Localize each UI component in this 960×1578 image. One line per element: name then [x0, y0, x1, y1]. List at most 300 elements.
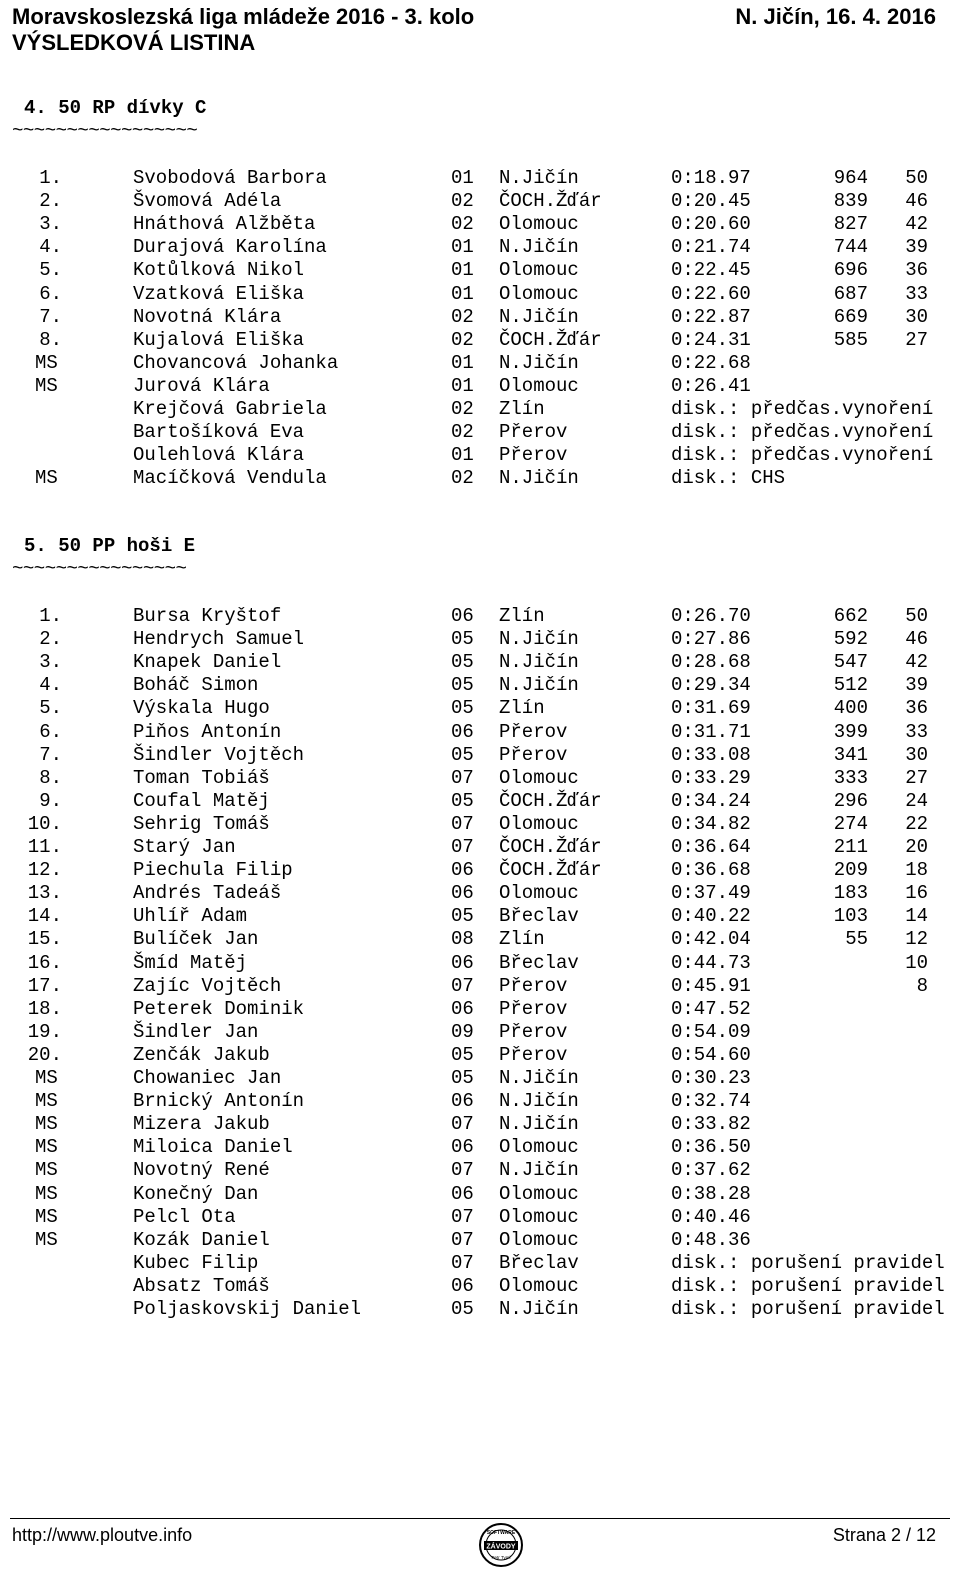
club-name: Olomouc	[499, 1136, 579, 1159]
svg-text:ZÁVODY: ZÁVODY	[486, 1543, 516, 1551]
place-points: 36	[905, 697, 928, 720]
club-name: Přerov	[499, 444, 568, 467]
result-rank: 18.	[27, 997, 62, 1020]
swimmer-name: Svobodová Barbora	[133, 167, 327, 189]
club-name: Přerov	[499, 421, 568, 444]
swimmer-name: Miloica Daniel	[133, 1136, 293, 1159]
result-rank: MS	[35, 1067, 58, 1089]
place-points: 39	[905, 674, 928, 697]
fina-points: 183	[833, 882, 868, 905]
birth-year: 05	[451, 743, 474, 766]
fina-points: 964	[833, 167, 868, 189]
birth-year: 05	[451, 674, 474, 697]
birth-year: 02	[451, 328, 474, 351]
birth-year: 06	[451, 1090, 474, 1113]
birth-year: 07	[451, 1228, 474, 1251]
result-time: 0:22.87	[671, 305, 751, 328]
birth-year: 07	[451, 1205, 474, 1228]
result-time: 0:44.73	[671, 951, 751, 974]
result-rank: 6.	[39, 282, 62, 305]
result-rank: MS	[35, 1205, 58, 1228]
fina-points: 744	[833, 236, 868, 259]
result-row	[0, 213, 960, 236]
result-row	[0, 975, 960, 998]
result-row	[0, 444, 960, 467]
birth-year: 06	[451, 720, 474, 743]
fina-points: 399	[833, 720, 868, 743]
fina-points: 211	[833, 836, 868, 858]
birth-year: 01	[451, 282, 474, 305]
swimmer-name: Novotná Klára	[133, 305, 282, 328]
result-row	[0, 283, 960, 306]
result-rank: MS	[35, 1113, 58, 1136]
result-rank: 8.	[39, 328, 62, 351]
fina-points: 274	[833, 812, 868, 835]
result-time: 0:21.74	[671, 236, 751, 259]
swimmer-name: Pelcl Ota	[133, 1205, 236, 1228]
place-points: 30	[905, 743, 928, 766]
fina-points: 687	[833, 282, 868, 305]
fina-points: 827	[833, 213, 868, 236]
swimmer-name: Šmíd Matěj	[133, 951, 248, 974]
swimmer-name: Brnický Antonín	[133, 1090, 305, 1113]
swimmer-name: Vzatková Eliška	[133, 282, 305, 305]
result-row	[0, 1206, 960, 1229]
place-points: 33	[905, 720, 928, 743]
result-time: disk.: porušení pravidel	[671, 1274, 945, 1297]
birth-year: 07	[451, 1159, 474, 1182]
result-row	[0, 651, 960, 674]
swimmer-name: Hnáthová Alžběta	[133, 213, 316, 236]
result-rank: 1.	[39, 167, 62, 189]
birth-year: 05	[451, 1043, 474, 1066]
result-rank: 3.	[39, 651, 62, 674]
swimmer-name: Konečný Dan	[133, 1182, 259, 1205]
result-row	[0, 721, 960, 744]
birth-year: 01	[451, 236, 474, 259]
birth-year: 07	[451, 1251, 474, 1274]
swimmer-name: Hendrych Samuel	[133, 628, 305, 651]
swimmer-name: Kujalová Eliška	[133, 328, 305, 351]
result-time: 0:36.68	[671, 859, 751, 882]
result-row	[0, 1275, 960, 1298]
result-row	[0, 329, 960, 352]
place-points: 20	[905, 836, 928, 858]
club-name: Přerov	[499, 974, 568, 997]
result-time: 0:24.31	[671, 328, 751, 351]
club-name: Olomouc	[499, 1205, 579, 1228]
place-points: 16	[905, 882, 928, 905]
result-rank: 7.	[39, 743, 62, 766]
result-time: 0:37.62	[671, 1159, 751, 1182]
swimmer-name: Zajíc Vojtěch	[133, 974, 282, 997]
birth-year: 05	[451, 1298, 474, 1320]
club-name: Zlín	[499, 697, 545, 720]
club-name: ČOCH.Žďár	[499, 328, 602, 351]
club-name: N.Jičín	[499, 1067, 579, 1089]
footer-link[interactable]: http://www.ploutve.info	[12, 1525, 193, 1545]
club-name: ČOCH.Žďár	[499, 836, 602, 858]
result-rank: MS	[35, 1159, 58, 1182]
fina-points: 585	[833, 328, 868, 351]
result-row	[0, 352, 960, 375]
result-time: 0:48.36	[671, 1228, 751, 1251]
birth-year: 06	[451, 1136, 474, 1159]
result-row	[0, 467, 960, 490]
result-row	[0, 1067, 960, 1090]
swimmer-name: Toman Tobiáš	[133, 766, 270, 789]
swimmer-name: Macíčková Vendula	[133, 467, 327, 490]
birth-year: 07	[451, 812, 474, 835]
result-rank: 15.	[27, 928, 62, 951]
result-rank: 12.	[27, 859, 62, 882]
result-row	[0, 813, 960, 836]
result-row	[0, 190, 960, 213]
fina-points: 55	[845, 928, 868, 951]
result-row	[0, 882, 960, 905]
result-row	[0, 628, 960, 651]
fina-points: 341	[833, 743, 868, 766]
birth-year: 06	[451, 882, 474, 905]
result-time: disk.: porušení pravidel	[671, 1251, 945, 1274]
birth-year: 02	[451, 421, 474, 444]
result-row	[0, 375, 960, 398]
result-rank: 2.	[39, 628, 62, 651]
result-time: 0:33.29	[671, 766, 751, 789]
result-rank: MS	[35, 351, 58, 374]
result-time: 0:31.69	[671, 697, 751, 720]
birth-year: 02	[451, 190, 474, 213]
result-rank: MS	[35, 1136, 58, 1159]
birth-year: 05	[451, 789, 474, 812]
result-row	[0, 398, 960, 421]
result-time: 0:22.45	[671, 259, 751, 282]
swimmer-name: Coufal Matěj	[133, 789, 270, 812]
birth-year: 02	[451, 305, 474, 328]
place-points: 46	[905, 190, 928, 213]
svg-text:SOFTWARE: SOFTWARE	[486, 1530, 516, 1536]
fina-points: 512	[833, 674, 868, 697]
result-time: 0:34.82	[671, 812, 751, 835]
result-row	[0, 259, 960, 282]
fina-points: 696	[833, 259, 868, 282]
result-time: 0:42.04	[671, 928, 751, 951]
club-name: Zlín	[499, 398, 545, 420]
swimmer-name: Absatz Tomáš	[133, 1274, 270, 1297]
event-title: 5. 50 PP hoši E	[24, 535, 196, 557]
result-rank: MS	[35, 374, 58, 397]
swimmer-name: Krejčová Gabriela	[133, 398, 327, 420]
result-row	[0, 1298, 960, 1321]
birth-year: 06	[451, 1274, 474, 1297]
birth-year: 07	[451, 974, 474, 997]
result-time: 0:47.52	[671, 997, 751, 1020]
birth-year: 05	[451, 1067, 474, 1089]
event-title-underline: ~~~~~~~~~~~~~~~~	[12, 558, 187, 580]
swimmer-name: Šindler Jan	[133, 1020, 259, 1043]
result-row	[0, 674, 960, 697]
club-name: N.Jičín	[499, 1113, 579, 1136]
club-name: Olomouc	[499, 1228, 579, 1251]
swimmer-name: Piňos Antonín	[133, 720, 282, 743]
fina-points: 839	[833, 190, 868, 213]
result-row	[0, 1090, 960, 1113]
result-rank: 13.	[27, 882, 62, 905]
result-time: 0:37.49	[671, 882, 751, 905]
birth-year: 01	[451, 351, 474, 374]
club-name: Přerov	[499, 1020, 568, 1043]
club-name: Olomouc	[499, 374, 579, 397]
result-rank: 14.	[27, 905, 62, 928]
birth-year: 06	[451, 997, 474, 1020]
result-rank: 16.	[27, 951, 62, 974]
club-name: Olomouc	[499, 259, 579, 282]
club-name: N.Jičín	[499, 674, 579, 697]
fina-points: 669	[833, 305, 868, 328]
result-time: 0:34.24	[671, 789, 751, 812]
result-time: 0:20.60	[671, 213, 751, 236]
place-points: 39	[905, 236, 928, 259]
birth-year: 07	[451, 836, 474, 858]
fina-points: 103	[833, 905, 868, 928]
result-row	[0, 928, 960, 951]
club-name: N.Jičín	[499, 167, 579, 189]
place-points: 27	[905, 328, 928, 351]
club-name: Přerov	[499, 997, 568, 1020]
result-rank: MS	[35, 1228, 58, 1251]
swimmer-name: Uhlíř Adam	[133, 905, 248, 928]
fina-points: 209	[833, 859, 868, 882]
result-rank: 4.	[39, 674, 62, 697]
result-time: disk.: předčas.vynoření	[671, 398, 934, 420]
fina-points: 400	[833, 697, 868, 720]
result-rank: 1.	[39, 605, 62, 627]
result-row	[0, 1252, 960, 1275]
result-time: 0:27.86	[671, 628, 751, 651]
result-time: 0:33.82	[671, 1113, 751, 1136]
result-time: 0:29.34	[671, 674, 751, 697]
club-name: Olomouc	[499, 1182, 579, 1205]
result-row	[0, 744, 960, 767]
result-time: 0:30.23	[671, 1067, 751, 1089]
club-name: Zlín	[499, 605, 545, 627]
fina-points: 592	[833, 628, 868, 651]
result-time: 0:26.70	[671, 605, 751, 627]
birth-year: 01	[451, 167, 474, 189]
result-rank: 17.	[27, 974, 62, 997]
result-time: disk.: CHS	[671, 467, 786, 490]
birth-year: 06	[451, 605, 474, 627]
birth-year: 05	[451, 905, 474, 928]
result-row	[0, 605, 960, 628]
result-time: 0:40.46	[671, 1205, 751, 1228]
club-name: ČOCH.Žďár	[499, 190, 602, 213]
birth-year: 05	[451, 697, 474, 720]
swimmer-name: Andrés Tadeáš	[133, 882, 282, 905]
club-name: Olomouc	[499, 882, 579, 905]
club-name: Přerov	[499, 720, 568, 743]
swimmer-name: Šindler Vojtěch	[133, 743, 305, 766]
result-time: 0:18.97	[671, 167, 751, 189]
result-rank: 5.	[39, 259, 62, 282]
swimmer-name: Kubec Filip	[133, 1251, 259, 1274]
result-row	[0, 859, 960, 882]
swimmer-name: Boháč Simon	[133, 674, 259, 697]
swimmer-name: Durajová Karolína	[133, 236, 327, 259]
club-name: Zlín	[499, 928, 545, 951]
swimmer-name: Piechula Filip	[133, 859, 293, 882]
place-points: 12	[905, 928, 928, 951]
result-row	[0, 1113, 960, 1136]
result-rank: 5.	[39, 697, 62, 720]
fina-points: 547	[833, 651, 868, 674]
result-time: 0:36.50	[671, 1136, 751, 1159]
swimmer-name: Kozák Daniel	[133, 1228, 270, 1251]
result-time: 0:33.08	[671, 743, 751, 766]
result-rank: 20.	[27, 1043, 62, 1066]
result-time: 0:38.28	[671, 1182, 751, 1205]
club-name: Břeclav	[499, 1251, 579, 1274]
result-row	[0, 1021, 960, 1044]
birth-year: 07	[451, 1113, 474, 1136]
result-time: 0:22.60	[671, 282, 751, 305]
place-points: 27	[905, 766, 928, 789]
swimmer-name: Bartošíková Eva	[133, 421, 305, 444]
result-row	[0, 697, 960, 720]
document-title: Moravskoslezská liga mládeže 2016 - 3. kolo	[12, 4, 475, 29]
club-name: N.Jičín	[499, 1090, 579, 1113]
fina-points: 333	[833, 766, 868, 789]
swimmer-name: Peterek Dominik	[133, 997, 305, 1020]
birth-year: 02	[451, 398, 474, 420]
swimmer-name: Chovancová Johanka	[133, 351, 339, 374]
club-name: N.Jičín	[499, 1298, 579, 1320]
club-name: N.Jičín	[499, 305, 579, 328]
club-name: N.Jičín	[499, 467, 579, 490]
birth-year: 01	[451, 444, 474, 467]
result-row	[0, 998, 960, 1021]
place-points: 50	[905, 167, 928, 189]
club-name: Břeclav	[499, 905, 579, 928]
club-name: ČOCH.Žďár	[499, 859, 602, 882]
birth-year: 02	[451, 467, 474, 490]
result-time: disk.: předčas.vynoření	[671, 421, 934, 444]
fina-points: 662	[833, 605, 868, 627]
place-points: 46	[905, 628, 928, 651]
result-time: disk.: porušení pravidel	[671, 1298, 945, 1320]
club-name: N.Jičín	[499, 236, 579, 259]
event-title: 4. 50 RP dívky C	[24, 97, 207, 119]
result-rank: 8.	[39, 766, 62, 789]
result-rank: 9.	[39, 789, 62, 812]
club-name: Olomouc	[499, 282, 579, 305]
result-time: 0:36.64	[671, 836, 751, 858]
place-points: 42	[905, 213, 928, 236]
birth-year: 09	[451, 1020, 474, 1043]
swimmer-name: Poljaskovskij Daniel	[133, 1298, 362, 1320]
result-time: 0:28.68	[671, 651, 751, 674]
swimmer-name: Starý Jan	[133, 836, 236, 858]
svg-text:Petr Tyml: Petr Tyml	[491, 1555, 511, 1560]
birth-year: 05	[451, 651, 474, 674]
result-row	[0, 836, 960, 859]
footer-divider	[10, 1518, 950, 1519]
result-rank: 6.	[39, 720, 62, 743]
swimmer-name: Mizera Jakub	[133, 1113, 270, 1136]
result-rank: MS	[35, 467, 58, 490]
swimmer-name: Bursa Kryštof	[133, 605, 282, 627]
result-rank: 4.	[39, 236, 62, 259]
swimmer-name: Jurová Klára	[133, 374, 270, 397]
club-name: Olomouc	[499, 812, 579, 835]
club-name: Břeclav	[499, 951, 579, 974]
result-row	[0, 306, 960, 329]
result-rank: 2.	[39, 190, 62, 213]
birth-year: 06	[451, 1182, 474, 1205]
result-row	[0, 767, 960, 790]
birth-year: 08	[451, 928, 474, 951]
club-name: N.Jičín	[499, 628, 579, 651]
zavody-software-logo-icon	[478, 1522, 524, 1568]
place-points: 22	[905, 812, 928, 835]
place-points: 36	[905, 259, 928, 282]
result-rank: MS	[35, 1182, 58, 1205]
club-name: N.Jičín	[499, 651, 579, 674]
club-name: Olomouc	[499, 213, 579, 236]
swimmer-name: Zenčák Jakub	[133, 1043, 270, 1066]
place-points: 30	[905, 305, 928, 328]
result-row	[0, 167, 960, 190]
result-time: 0:26.41	[671, 374, 751, 397]
result-row	[0, 236, 960, 259]
birth-year: 01	[451, 259, 474, 282]
place-points: 50	[905, 605, 928, 627]
result-row	[0, 952, 960, 975]
club-name: N.Jičín	[499, 351, 579, 374]
result-time: disk.: předčas.vynoření	[671, 444, 934, 467]
result-time: 0:32.74	[671, 1090, 751, 1113]
result-rank: 11.	[27, 836, 62, 858]
club-name: Olomouc	[499, 1274, 579, 1297]
swimmer-name: Oulehlová Klára	[133, 444, 305, 467]
club-name: Přerov	[499, 743, 568, 766]
swimmer-name: Sehrig Tomáš	[133, 812, 270, 835]
result-rank: 19.	[27, 1020, 62, 1043]
place-points: 10	[905, 951, 928, 974]
results-list-heading: VÝSLEDKOVÁ LISTINA	[12, 30, 256, 55]
result-row	[0, 1183, 960, 1206]
result-time: 0:54.60	[671, 1043, 751, 1066]
result-rank: 10.	[27, 812, 62, 835]
result-rank: 7.	[39, 305, 62, 328]
club-name: N.Jičín	[499, 1159, 579, 1182]
place-points: 14	[905, 905, 928, 928]
swimmer-name: Výskala Hugo	[133, 697, 270, 720]
page-number: Strana 2 / 12	[832, 1525, 936, 1545]
place-points: 18	[905, 859, 928, 882]
place-points: 8	[916, 974, 928, 997]
swimmer-name: Novotný René	[133, 1159, 270, 1182]
result-time: 0:22.68	[671, 351, 751, 374]
swimmer-name: Švomová Adéla	[133, 190, 282, 213]
birth-year: 07	[451, 766, 474, 789]
club-name: ČOCH.Žďár	[499, 789, 602, 812]
birth-year: 06	[451, 859, 474, 882]
place-date: N. Jičín, 16. 4. 2016	[735, 4, 936, 29]
club-name: Přerov	[499, 1043, 568, 1066]
club-name: Olomouc	[499, 766, 579, 789]
result-row	[0, 1136, 960, 1159]
